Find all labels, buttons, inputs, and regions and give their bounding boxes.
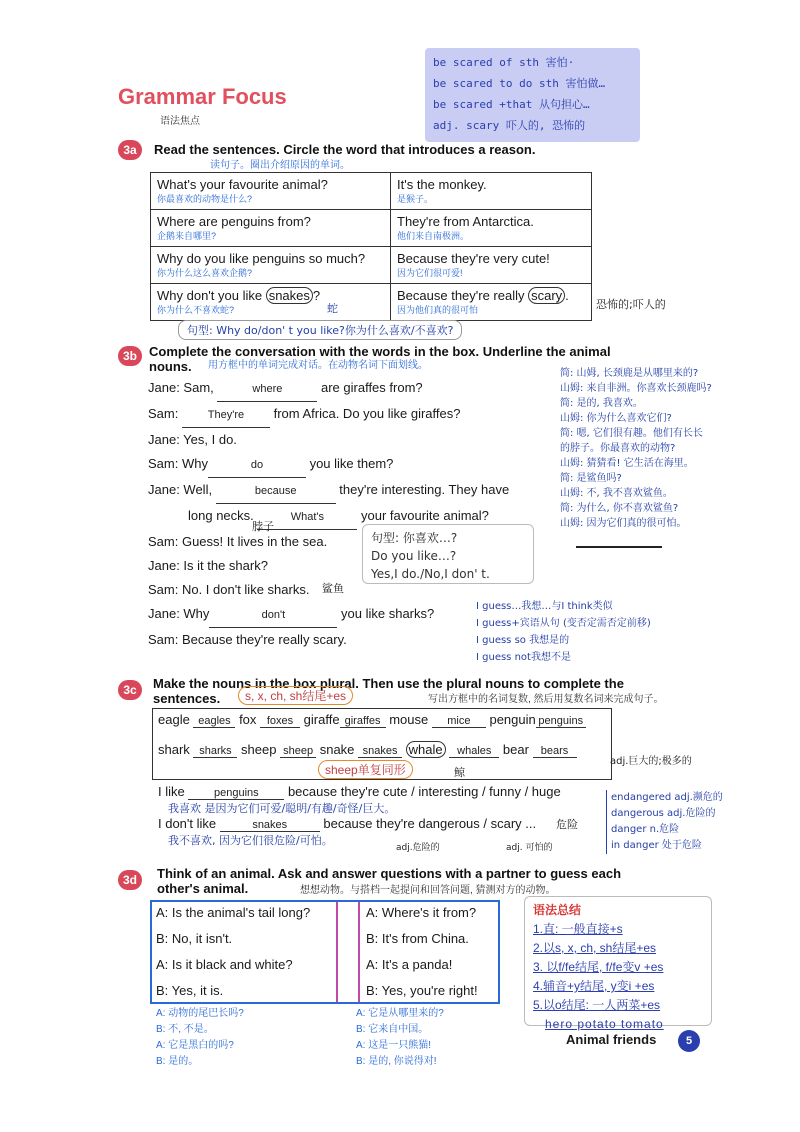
note-snake: 蛇 (327, 302, 338, 315)
instruction-3a-cn: 读句子。圈出介绍原因的单词。 (210, 160, 350, 171)
instruction-3d-cn: 想想动物。与搭档一起提问和回答问题, 猜测对方的动物。 (300, 885, 556, 896)
table-row (151, 173, 592, 210)
instruction-3b-cn: 用方框中的单词完成对话。在动物名词下面划线。 (208, 360, 428, 371)
dialog-right-cn: A: 它是从哪里来的? B: 它来自中国。 A: 这是一只熊猫! B: 是的, 你说得对! (356, 1008, 444, 1067)
dialog-left-cn: A: 动物的尾巴长吗? B: 不, 不是。 A: 它是黑白的吗? B: 是的。 (156, 1008, 244, 1067)
sentence-like-cn: 我喜欢 是因为它们可爱/聪明/有趣/奇怪/巨大。 (168, 802, 396, 815)
note-line: be scared to do sth 害怕做… (433, 77, 606, 90)
instruction-3c: Make the nouns in the box plural. Then use the plural nouns to complete the sentences. (153, 676, 624, 706)
instruction-3a: Read the sentences. Circle the word that introduces a reason. (154, 142, 536, 157)
table-cell: They're from Antarctica. 他们来自南极洲。 (391, 210, 592, 247)
unit-name: Animal friends (566, 1032, 657, 1047)
note-shark: 鲨鱼 (322, 582, 344, 595)
divider (336, 902, 360, 1002)
table-cell: Because they're really scary . 因为他们真的很可怕 (391, 284, 592, 321)
handwritten-note-scared (425, 48, 640, 142)
sentence-dont-like: I don't like snakes because they're dangerous / scary ... (158, 816, 537, 831)
word-row-1: eagle eagles fox foxes giraffe giraffes mouse mice penguin penguins (158, 712, 586, 728)
table-cell: Why don't you like snakes ? 你为什么不喜欢蛇? (151, 284, 391, 321)
rule-sheep: sheep单复同形 (318, 760, 413, 779)
dialog-line: Jane: Sam, where are giraffes from? (148, 376, 558, 402)
table-3a (150, 172, 592, 321)
circled-word: snakes (266, 287, 313, 304)
translation-notes-3b: 简: 山姆, 长颈鹿是从哪里来的? 山姆: 来自非洲。你喜欢长颈鹿吗? 简: 是的, 我喜欢。 山姆: 你为什么喜欢它们? 简: 嗯, 它们很有趣。他们有长长 的脖子。你最喜欢的动物? 山姆: 猜猜看! 它生活在海里。 简: 是鲨鱼吗? 山姆: 不, 我不喜欢鲨鱼。 简: 为什么, 你不喜欢鲨鱼? 山姆: 因为它们真的很可怕。 (560, 368, 712, 529)
dialog-line: Jane: Well, because they're interesting. They have (148, 478, 558, 504)
danger-word-family: endangered adj.濒危的 dangerous adj.危险的 danger n.危险 in danger 处于危险 (606, 790, 723, 854)
section-badge-3d: 3d (118, 870, 142, 890)
note-dangerous: adj.危险的 (396, 843, 440, 853)
guess-notes: I guess…我想…与I think类似 I guess+宾语从句 (变否定需否定前移) I guess so 我想是的 I guess not我想不是 (476, 601, 651, 663)
note-scary: 恐怖的;吓人的 (596, 298, 666, 311)
dialog-line: Jane: Yes, I do. (148, 432, 237, 447)
dialog-line: Sam: Because they're really scary. (148, 632, 347, 647)
table-row (151, 247, 592, 284)
section-badge-3a: 3a (118, 140, 142, 160)
dialog-line: Sam: Guess! It lives in the sea. (148, 534, 328, 549)
dialog-line: Sam: No. I don't like sharks. (148, 582, 310, 597)
instruction-3c-cn: 写出方框中的名词复数, 然后用复数名词来完成句子。 (428, 694, 664, 705)
sentence-dont-like-cn: 我不喜欢, 因为它们很危险/可怕。 (168, 834, 333, 847)
dialog-line: long necks. What's your favourite animal? (148, 504, 558, 530)
dialog-line: Sam: Why do you like them? (148, 452, 558, 478)
table-cell: What's your favourite animal? 你最喜欢的动物是什么? (151, 173, 391, 210)
section-badge-3b: 3b (118, 346, 142, 366)
note-danger: 危险 (556, 818, 578, 831)
table-cell: It's the monkey. 是猴子。 (391, 173, 592, 210)
section-badge-3c: 3c (118, 680, 142, 700)
note-line: be scared of sth 害怕· (433, 56, 575, 69)
table-row (151, 284, 592, 321)
page-title: Grammar Focus (118, 84, 287, 109)
divider (576, 544, 662, 548)
page-subtitle: 语法焦点 (160, 116, 200, 127)
sentence-like: I like penguins because they're cute / interesting / funny / huge (158, 784, 561, 799)
page-number: 5 (678, 1030, 700, 1052)
dialog-line: Jane: Why don't you like sharks? (148, 602, 558, 628)
note-scary-adj: adj. 可怕的 (506, 843, 553, 853)
table-cell: Because they're very cute! 因为它们很可爱! (391, 247, 592, 284)
note-huge: adj.巨大的;极多的 (610, 756, 692, 767)
note-line: adj. scary 吓人的, 恐怖的 (433, 119, 586, 132)
grammar-summary: 语法总结 1.直: 一般直接+s 2.以s, x, ch, sh结尾+es 3. 以f/fe结尾, f/fe变v +es 4.辅音+y结尾, y变i +es 5.以o结尾: 一人两菜+es hero potato tomato (524, 896, 712, 1026)
note-whale: 鲸 (454, 766, 465, 779)
pattern-why-like: 句型: Why do/don' t you like?你为什么喜欢/不喜欢? (178, 320, 462, 340)
circled-word: scary (528, 287, 565, 304)
dialog-left-3d: A: Is the animal's tail long? B: No, it isn't. A: Is it black and white? B: Yes, it is. (156, 905, 311, 998)
table-row (151, 210, 592, 247)
word-row-2: shark sharks sheep sheep snake snakes whale whales bear bears (158, 742, 577, 758)
dialog-line: Jane: Is it the shark? (148, 558, 268, 573)
table-cell: Why do you like penguins so much? 你为什么这么喜欢企鹅? (151, 247, 391, 284)
instruction-3d: Think of an animal. Ask and answer questions with a partner to guess each other's animal. (157, 866, 622, 896)
table-cell: Where are penguins from? 企鹅来自哪里? (151, 210, 391, 247)
pattern-box-do-you-like: 句型: 你喜欢…? Do you like…? Yes,I do./No,I don' t. (362, 524, 534, 584)
dialog-right-3d: A: Where's it from? B: It's from China. A: It's a panda! B: Yes, you're right! (366, 905, 478, 998)
instruction-3b: Complete the conversation with the words in the box. Underline the animal nouns. (149, 344, 611, 374)
dialog-line: Sam: They're from Africa. Do you like giraffes? (148, 402, 558, 428)
note-line: be scared +that 从句担心… (433, 98, 590, 111)
note-neck: 脖子 (252, 520, 274, 533)
grammar-summary-title: 语法总结 (533, 903, 582, 917)
rule-es: s, x, ch, sh结尾+es (238, 686, 353, 705)
